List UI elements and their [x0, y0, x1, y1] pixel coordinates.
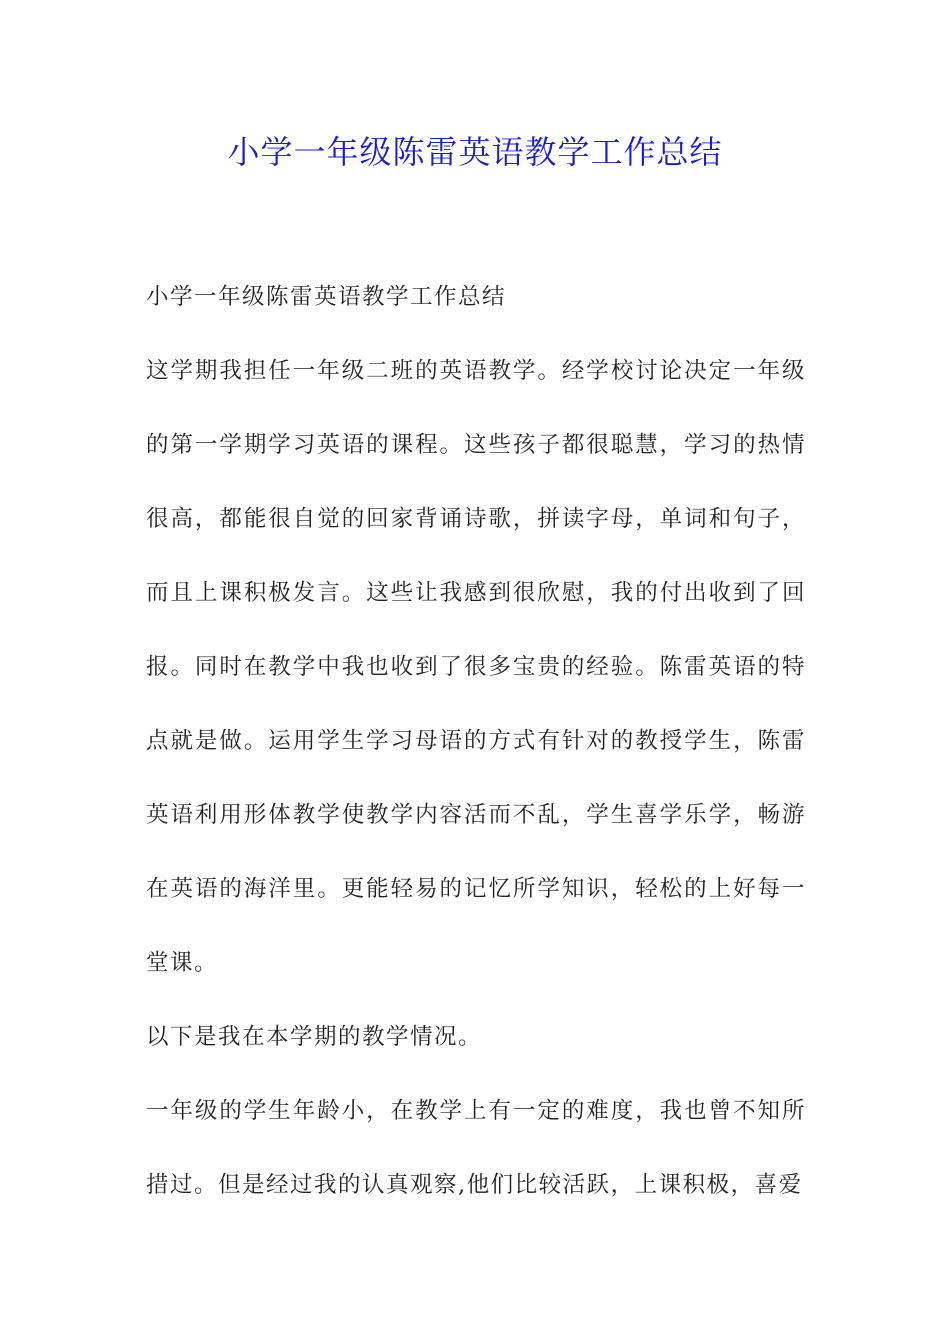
paragraph-first-grade: 一年级的学生年龄小，在教学上有一定的难度，我也曾不知所措过。但是经过我的认真观察,他们比较活跃，上课积极，喜爱: [146, 1098, 806, 1198]
document-body: [146, 260, 806, 1222]
document-title: 小学一年级陈雷英语教学工作总结: [227, 133, 723, 171]
paragraph-subtitle: 小学一年级陈雷英语教学工作总结: [146, 284, 507, 310]
paragraph-intro: 这学期我担任一年级二班的英语教学。经学校讨论决定一年级的第一学期学习英语的课程。这些孩子都很聪慧，学习的热情很高，都能很自觉的回家背诵诗歌，拼读字母，单词和句子，而且上课积极发言。这些让我感到很欣慰，我的付出收到了回报。同时在教学中我也收到了很多宝贵的经验。陈雷英语的特点就是做。运用学生学习母语的方式有针对的教授学生，陈雷英语利用形体教学使教学内容活而不乱，学生喜学乐学，畅游在英语的海洋里。更能轻易的记忆所学知识，轻松的上好每一堂课。: [146, 358, 806, 976]
paragraph-lead-in: 以下是我在本学期的教学情况。: [146, 1024, 483, 1050]
